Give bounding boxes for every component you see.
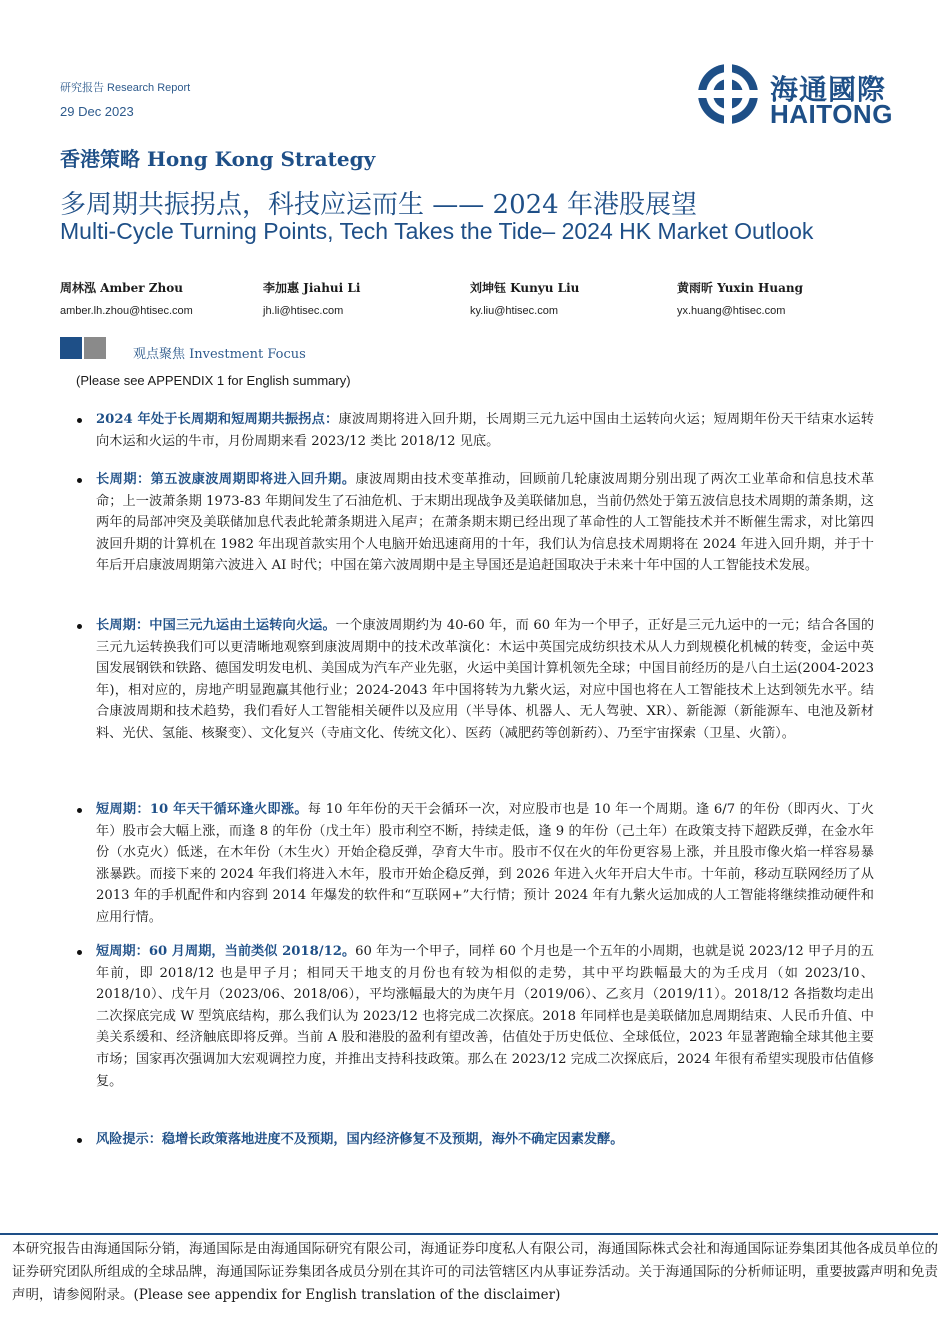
author-name: 黄雨昕 Yuxin Huang — [677, 281, 803, 295]
bullet-paragraph — [96, 799, 874, 929]
author-email[interactable]: amber.lh.zhou@htisec.com — [60, 305, 193, 317]
bullet-text: 康波周期由技术变革推动，回顾前几轮康波周期分别出现了两次工业革命和信息技术革命；上一波萧条期 1973-83 年期间发生了石油危机、于末期出现战争及美联储加息，当前仍然处于第五波信息技术周期的萧条期，这两年的局部冲突及美联储加息代表此轮萧条期进入尾声；在萧条期末期已经出现了革命性的人工智能技术并不断催生需求，对比第四波回升期的计算机在 1982 年出现首款实用个人电脑开始迅速商用的十年，我们认为信息技术周期将在 2024 年进入回升期，并于十年后开启康波周期第六波进入 AI 时代；中国在第六波周期中是主导国还是追赶国取决于未来十年中国的人工智能技术发展。 — [96, 472, 875, 574]
bullet-icon — [77, 624, 82, 629]
investment-focus-label: 观点聚焦 Investment Focus — [133, 347, 306, 362]
focus-marker-blue — [60, 337, 82, 359]
bullet-icon — [77, 808, 82, 813]
bullet-paragraph — [96, 941, 874, 1092]
report-date: 29 Dec 2023 — [60, 104, 134, 119]
risk-warning: 风险提示：稳增长政策落地进度不及预期，国内经济修复不及预期，海外不确定因素发酵。 — [96, 1132, 624, 1147]
appendix-note: (Please see APPENDIX 1 for English summary) — [76, 373, 351, 388]
focus-marker-gray — [84, 337, 106, 359]
logo-chinese-text: 海通國際 — [770, 73, 887, 106]
author-email[interactable]: yx.huang@htisec.com — [677, 305, 786, 317]
bullet-paragraph — [96, 1129, 874, 1151]
author-name: 周林泓 Amber Zhou — [60, 281, 183, 295]
bullet-lead: 2024 年处于长周期和短周期共振拐点： — [96, 412, 339, 427]
title-chinese: 多周期共振拐点，科技应运而生 —— 2024 年港股展望 — [60, 190, 697, 220]
footer-disclaimer: 本研究报告由海通国际分销，海通国际是由海通国际研究有限公司，海通证券印度私人有限公司，海通国际株式会社和海通国际证券集团其他各成员单位的证券研究团队所组成的全球品牌，海通国际证券集团各成员分别在其许可的司法管辖区内从事证券活动。关于海通国际的分析师证明，重要披露声明和免责声明，请参阅附录。(Please see appendix for English translation of the disclaimer) — [12, 1241, 938, 1303]
bullet-text: 每 10 年年份的天干会循环一次，对应股市也是 10 年一个周期。逢 6/7 的年份（即丙火、丁火年）股市会大幅上涨，而逢 8 的年份（戊土年）股市利空不断，持续走低，逢 9 的年份（己土年）在政策支持下超跌反弹，在金水年份（水克火）低迷，在木年份（木生火）开始企稳反弹，孕育大牛市。股市不仅在火的年份更容易上涨，并且股市像火焰一样容易暴涨暴跌。而接下来的 2024 年我们将进入木年，股市开始企稳反弹，到 2026 年进入火年开启大牛市。十年前，移动互联网经历了从 2013 年的手机配件和内容到 2014 年爆发的软件和“互联网+”大行情；预计 2024 年有九紫火运加成的人工智能将继续推动硬件和应用行情。 — [96, 802, 874, 925]
bullet-text: 康波周期将进入回升期，长周期三元九运中国由土运转向火运；短周期年份天干结束水运转向木运和火运的牛市，月份周期来看 2023/12 类比 2018/12 见底。 — [96, 412, 874, 449]
haitong-logo-icon — [696, 62, 760, 126]
logo-english-text: HAITONG — [770, 99, 893, 129]
report-type: 研究报告 Research Report — [60, 82, 191, 94]
author-name: 李加惠 Jiahui Li — [263, 281, 361, 295]
author-name: 刘坤钰 Kunyu Liu — [470, 281, 580, 295]
bullet-icon — [77, 950, 82, 955]
section-title: 香港策略 Hong Kong Strategy — [60, 147, 376, 171]
bullet-paragraph — [96, 469, 874, 577]
author-email[interactable]: jh.li@htisec.com — [263, 305, 344, 317]
bullet-lead: 短周期：60 月周期，当前类似 2018/12。 — [96, 944, 356, 959]
bullet-icon — [77, 1138, 82, 1143]
bullet-text: 一个康波周期约为 40-60 年，而 60 年为一个甲子，正好是三元九运中的一元；结合各国的三元九运转换我们可以更清晰地观察到康波周期中的技术改革演化：木运中英国完成纺织技术从人力到规模化机械的转变，金运中英国发展钢铁和铁路、德国发明发电机、美国成为汽车产业先驱，火运中美国计算机领先全球；中国目前经历的是八白土运(2004-2023 年)，相对应的，房地产明显跑赢其他行业；2024-2043 年中国将转为九紫火运，对应中国也将在人工智能技术上达到领先水平。结合康波周期和技术趋势，我们看好人工智能相关硬件以及应用（半导体、机器人、无人驾驶、XR）、新能源（新能源车、电池及新材料、光伏、氢能、核聚变）、文化复兴（寺庙文化、传统文化）、医药（减肥药等创新药）、乃至宇宙探索（卫星、火箭）。 — [96, 618, 875, 741]
footer-divider — [0, 1233, 938, 1235]
bullet-icon — [77, 418, 82, 423]
bullet-paragraph — [96, 409, 874, 452]
bullet-lead: 长周期：第五波康波周期即将进入回升期。 — [96, 472, 356, 487]
bullet-paragraph — [96, 615, 874, 745]
title-english: Multi-Cycle Turning Points, Tech Takes the Tide– 2024 HK Market Outlook — [60, 218, 814, 244]
bullet-lead: 长周期：中国三元九运由土运转向火运。 — [96, 618, 336, 633]
bullet-icon — [77, 478, 82, 483]
bullet-text: 60 年为一个甲子，同样 60 个月也是一个五年的小周期，也就是说 2023/12 甲子月的五年前，即 2018/12 也是甲子月；相同天干地支的月份也有较为相似的走势，其中平均跌幅最大的为壬戌月（如 2023/10、2018/10）、戊午月（2023/06、2018/06），平均涨幅最大的为庚午月（2019/06）、乙亥月（2019/11）。2018/12 各指数均走出二次探底完成 W 型筑底结构，那么我们认为 2023/12 也将完成二次探底。2018 年同样也是美联储加息周期结束、人民币升值、中美关系缓和、经济触底即将反弹。当前 A 股和港股的盈利有望改善，估值处于历史低位、全球低位，2023 年显著跑输全球其他主要市场；国家再次强调加大宏观调控力度，并推出支持科技政策。那么在 2023/12 完成二次探底后，2024 年很有希望实现股市估值修复。 — [96, 944, 874, 1089]
author-email[interactable]: ky.liu@htisec.com — [470, 305, 558, 317]
bullet-lead: 短周期：10 年天干循环逢火即涨。 — [96, 802, 308, 817]
